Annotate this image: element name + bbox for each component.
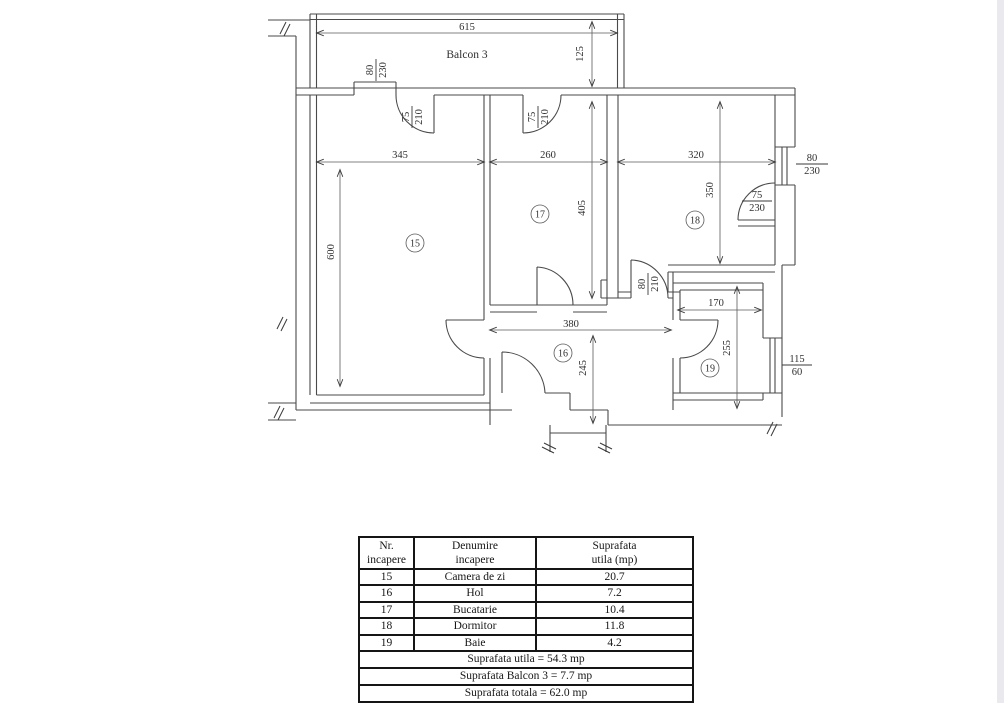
kitchen-door-arc <box>537 267 573 305</box>
svg-text:19: 19 <box>705 363 715 375</box>
svg-text:230: 230 <box>378 62 389 78</box>
door-swings-group <box>396 95 775 393</box>
cell-name: Dormitor <box>414 618 536 634</box>
dim-balcony-width: 615 <box>459 22 475 33</box>
svg-text:230: 230 <box>749 203 765 214</box>
dim-bathroom-height <box>722 340 733 356</box>
dim-balcony-depth <box>575 46 586 62</box>
balcony-label: Balcon 3 <box>446 49 488 61</box>
summary-totala: Suprafata totala = 62.0 mp <box>359 685 693 702</box>
svg-text:125: 125 <box>575 46 586 62</box>
room-circle-livingroom <box>406 234 424 252</box>
svg-text:210: 210 <box>414 109 425 125</box>
cell-area: 7.2 <box>536 585 693 601</box>
svg-text:115: 115 <box>789 354 805 365</box>
bedroom-door-label <box>637 273 661 295</box>
kitchen-balcony-door-label <box>527 106 551 128</box>
bedroom-right-door-label <box>742 190 772 214</box>
balcony-window-label <box>365 59 389 81</box>
dim-bedroom-height <box>705 182 716 198</box>
svg-text:16: 16 <box>558 348 568 360</box>
svg-text:75: 75 <box>527 111 538 123</box>
cell-nr: 19 <box>359 635 414 651</box>
svg-text:350: 350 <box>705 182 716 198</box>
room-numbers-group <box>406 205 719 377</box>
cell-area: 10.4 <box>536 602 693 618</box>
dim-hall-height <box>578 360 589 376</box>
svg-text:80: 80 <box>637 278 648 290</box>
cell-area: 4.2 <box>536 635 693 651</box>
summary-row-balcon <box>359 668 693 685</box>
scrollbar-track[interactable] <box>997 0 1004 703</box>
cell-name: Camera de zi <box>414 569 536 585</box>
livingroom-balcony-door-label <box>401 106 425 128</box>
room-circle-kitchen <box>531 205 549 223</box>
svg-text:18: 18 <box>690 215 700 227</box>
svg-text:75: 75 <box>401 111 412 123</box>
dim-livingroom-height <box>326 244 337 260</box>
break-marks-group <box>274 22 777 453</box>
svg-text:405: 405 <box>577 200 588 216</box>
bathroom-door-arc <box>680 320 718 358</box>
summary-row-utila <box>359 651 693 668</box>
cell-nr: 16 <box>359 585 414 601</box>
cell-area: 20.7 <box>536 569 693 585</box>
svg-text:210: 210 <box>650 276 661 292</box>
cell-name: Baie <box>414 635 536 651</box>
table-row <box>359 602 693 618</box>
svg-text:75: 75 <box>751 190 763 201</box>
col-header-nr: Nr. incapere <box>359 537 414 569</box>
cell-area: 11.8 <box>536 618 693 634</box>
room-circle-bathroom <box>701 359 719 377</box>
summary-utila: Suprafata utila = 54.3 mp <box>359 651 693 668</box>
svg-text:600: 600 <box>326 244 337 260</box>
cell-nr: 18 <box>359 618 414 634</box>
cell-nr: 17 <box>359 602 414 618</box>
bathroom-window-label <box>782 354 812 378</box>
bedroom-right-door-arc <box>738 183 775 220</box>
walls-group <box>268 14 795 452</box>
summary-row-totala <box>359 685 693 702</box>
room-circle-bedroom <box>686 211 704 229</box>
dim-hall-width: 380 <box>563 319 579 330</box>
table-row <box>359 569 693 585</box>
entry-door-arc <box>502 352 545 393</box>
dim-bathroom-width: 170 <box>708 298 724 309</box>
room-circle-hall <box>554 344 572 362</box>
cell-nr: 15 <box>359 569 414 585</box>
svg-text:80: 80 <box>365 64 376 76</box>
col-header-suprafata: Suprafata utila (mp) <box>536 537 693 569</box>
svg-text:80: 80 <box>806 153 818 164</box>
summary-balcon: Suprafata Balcon 3 = 7.7 mp <box>359 668 693 685</box>
dim-bedroom-width: 320 <box>688 150 704 161</box>
livingroom-door-arc <box>446 320 484 358</box>
area-table <box>358 536 694 703</box>
dim-kitchen-width: 260 <box>540 150 556 161</box>
bedroom-window-label <box>796 153 828 177</box>
table-row <box>359 635 693 651</box>
svg-text:245: 245 <box>578 360 589 376</box>
dim-kitchen-height <box>577 200 588 216</box>
svg-text:17: 17 <box>535 209 545 221</box>
cell-name: Hol <box>414 585 536 601</box>
svg-text:230: 230 <box>804 166 820 177</box>
table-row <box>359 585 693 601</box>
svg-text:210: 210 <box>540 109 551 125</box>
table-row <box>359 618 693 634</box>
svg-text:255: 255 <box>722 340 733 356</box>
svg-text:60: 60 <box>791 367 803 378</box>
dim-livingroom-width: 345 <box>392 150 408 161</box>
svg-text:15: 15 <box>410 238 420 250</box>
table-header-row <box>359 537 693 569</box>
cell-name: Bucatarie <box>414 602 536 618</box>
col-header-denumire: Denumire incapere <box>414 537 536 569</box>
